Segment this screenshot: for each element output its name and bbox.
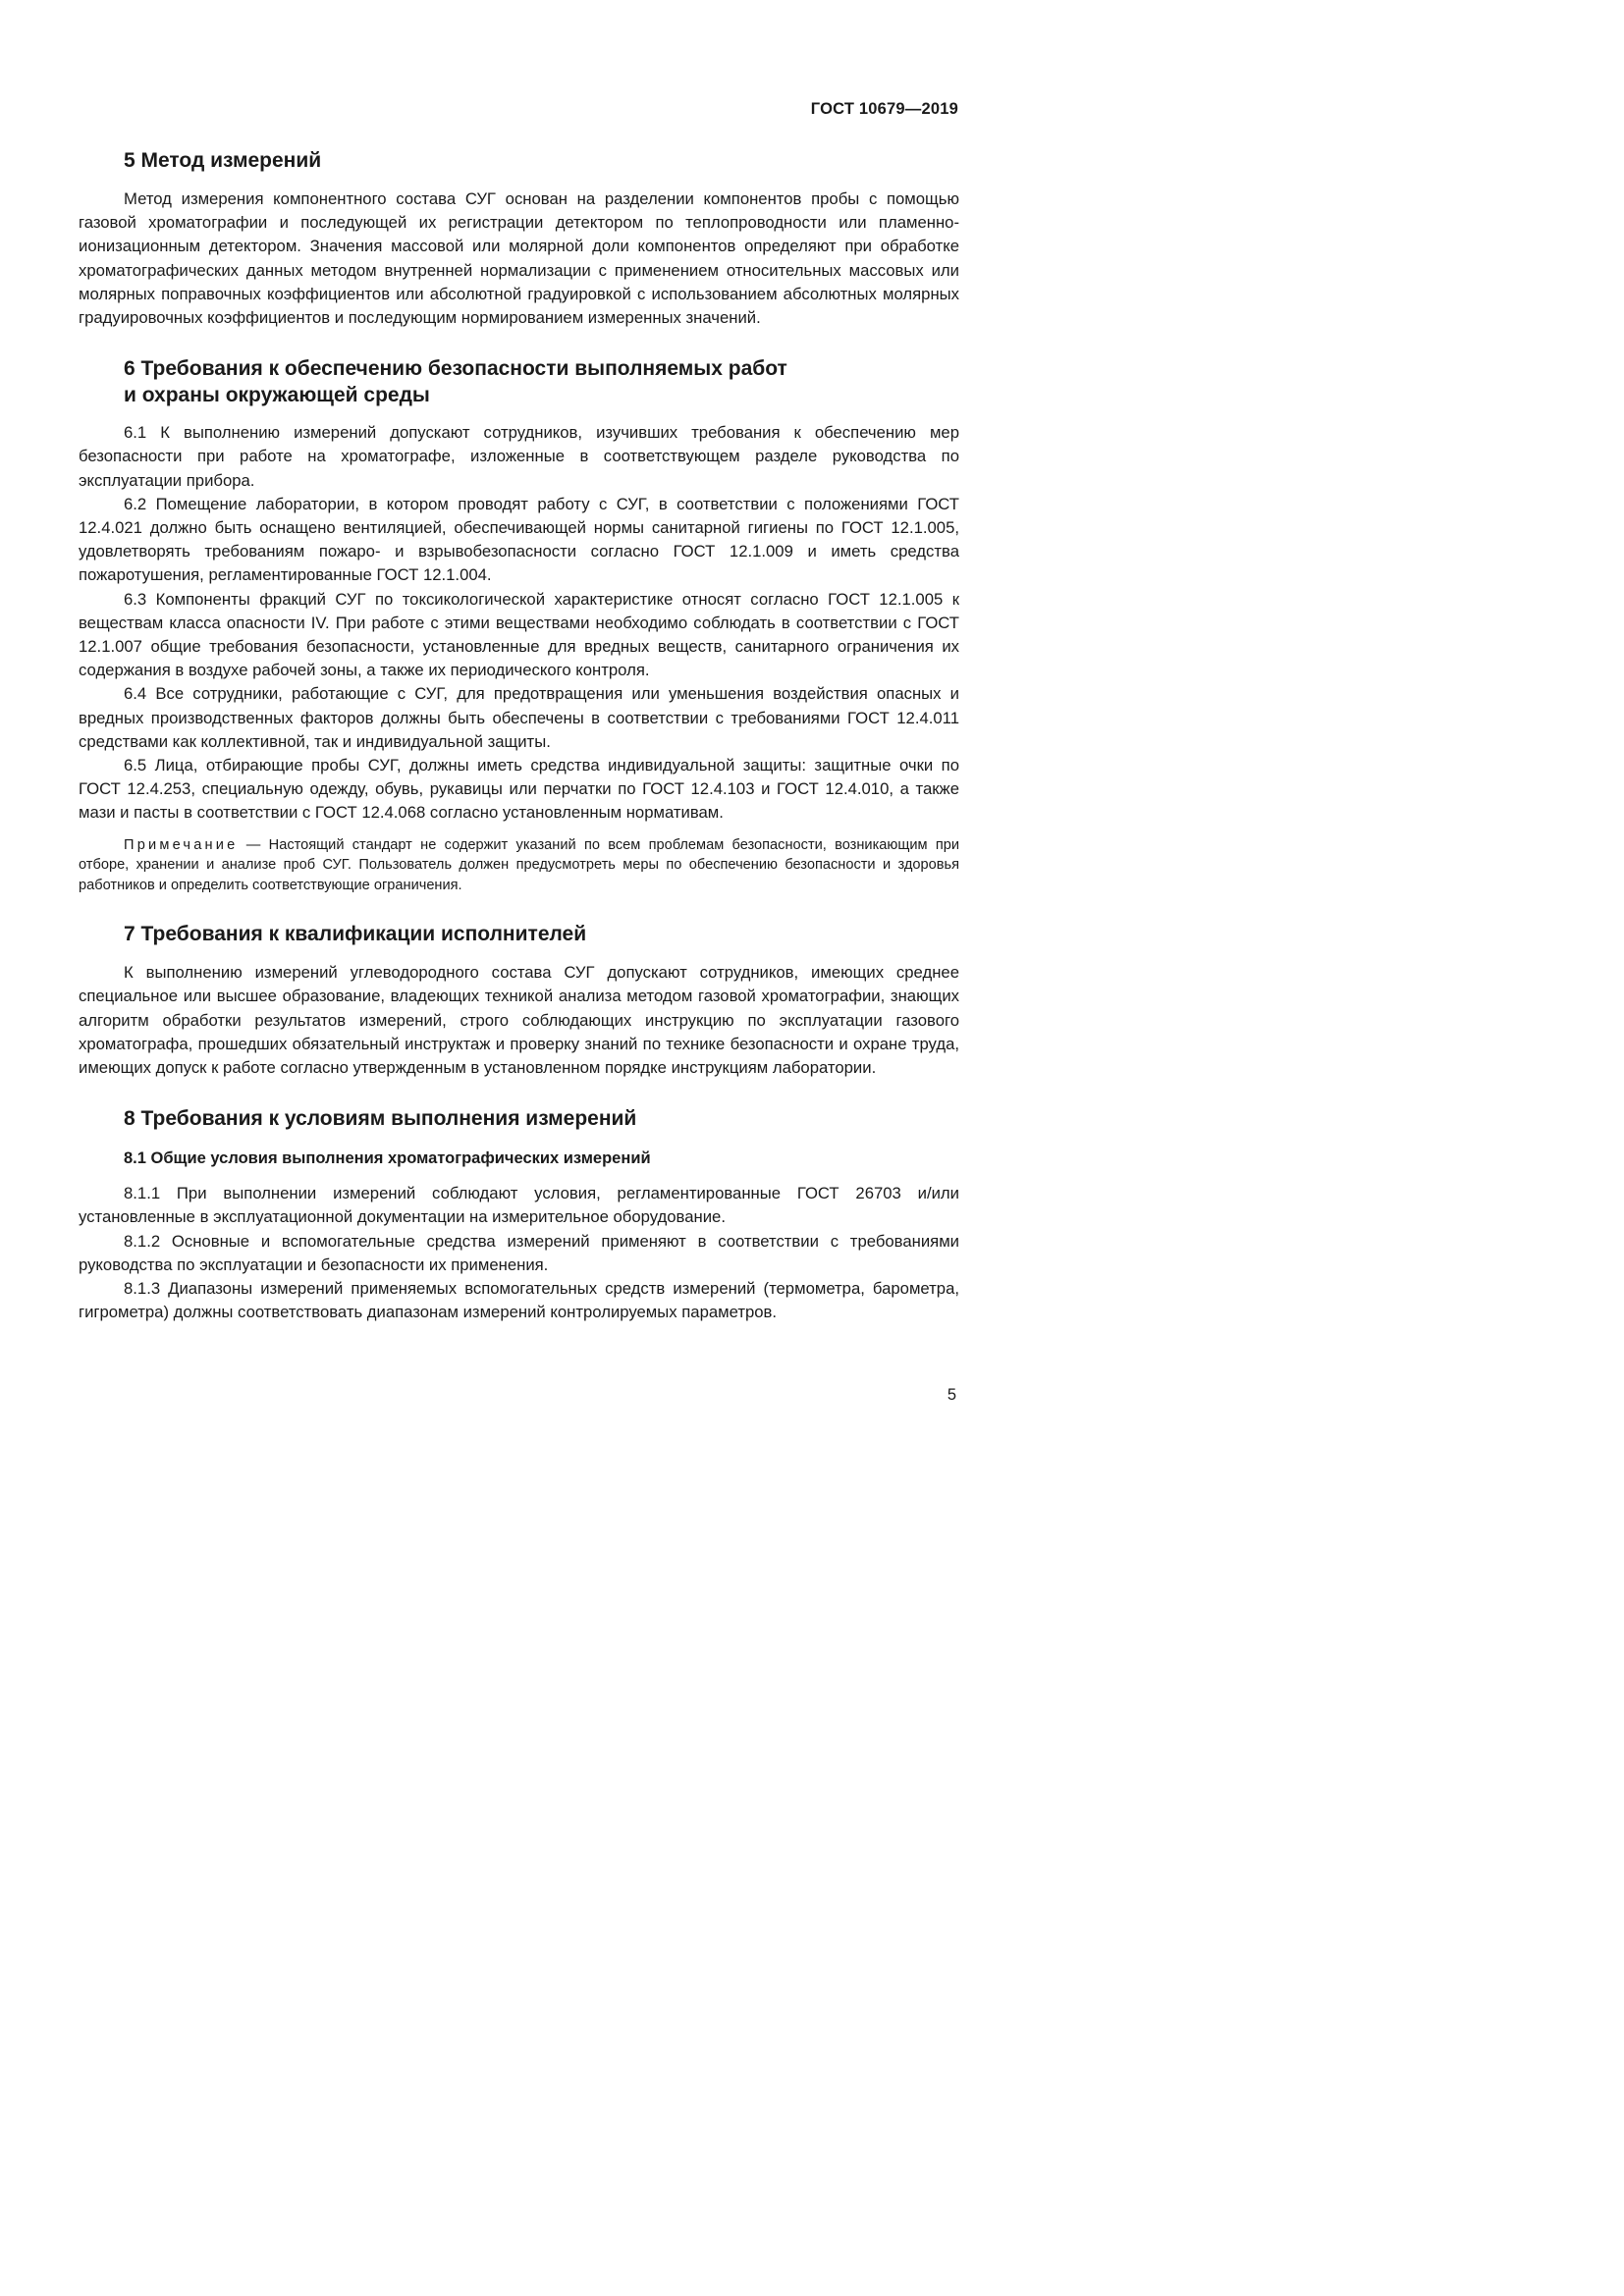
section-8 <box>79 1105 959 1324</box>
clause-8-1-1: 8.1.1 При выполнении измерений соблюдают условия, регламентированные ГОСТ 26703 и/или установленные в эксплуатационной документации на измерительное оборудование. <box>79 1184 959 1227</box>
clause-6-1: 6.1 К выполнению измерений допускают сотрудников, изучивших требования к обеспечению мер безопасности при работе на хроматографе, изложенные в соответствующем разделе руководства по эксплуатации прибора. <box>79 423 959 490</box>
section-5-title: 5 Метод измерений <box>124 149 322 172</box>
page-content <box>79 147 959 1324</box>
page-number: 5 <box>947 1386 956 1404</box>
document-page <box>0 0 1084 1532</box>
clause-6-2: 6.2 Помещение лаборатории, в котором проводят работу с СУГ, в соответствии с положениями ГОСТ 12.4.021 должно быть оснащено вентиляцией, обеспечивающей нормы санитарной гигиены по ГОСТ 12.1.005, удовлетворять требованиям пожаро- и взрывобезопасности согласно ГОСТ 12.1.009 и иметь средства пожаротушения, регламентированные ГОСТ 12.1.004. <box>79 494 959 585</box>
standard-header: ГОСТ 10679—2019 <box>810 100 958 118</box>
section-8-title: 8 Требования к условиям выполнения измерений <box>124 1107 637 1131</box>
section-7-paragraph: К выполнению измерений углеводородного состава СУГ допускают сотрудников, имеющих среднее специальное или высшее образование, владеющих техникой анализа методом газовой хроматографии, знающих алгоритм обработки результатов измерений, строго соблюдающих инструкцию по эксплуатации газового хроматографа, прошедших обязательный инструктаж и проверку знаний по технике безопасности и охране труда, имеющих допуск к работе согласно утвержденным в установленном порядке инструкциям лаборатории. <box>79 963 959 1077</box>
clause-6-3: 6.3 Компоненты фракций СУГ по токсикологической характеристике относят согласно ГОСТ 12.1.005 к веществам класса опасности IV. При работе с этими веществами необходимо соблюдать в соответствии с ГОСТ 12.1.007 общие требования безопасности, установленные для вредных веществ, санитарного ограничения их содержания в воздухе рабочей зоны, а также их периодического контроля. <box>79 589 959 680</box>
section-6-title <box>79 355 959 408</box>
clause-8-1-2: 8.1.2 Основные и вспомогательные средства измерений применяют в соответствии с требованиями руководства по эксплуатации и безопасности их применения. <box>79 1231 959 1274</box>
section-7 <box>79 921 959 1080</box>
clause-8-1-3: 8.1.3 Диапазоны измерений применяемых вспомогательных средств измерений (термометра, барометра, гигрометра) должны соответствовать диапазонам измерений контролируемых параметров. <box>79 1279 959 1322</box>
subsection-8-1-title: 8.1 Общие условия выполнения хроматографических измерений <box>124 1149 651 1168</box>
note-label: Примечание <box>124 836 239 853</box>
section-6-title-line1: 6 Требования к обеспечению безопасности выполняемых работ <box>124 357 787 381</box>
section-5-paragraph: Метод измерения компонентного состава СУГ основан на разделении компонентов пробы с помощью газовой хроматографии и последующей их регистрации детектором по теплопроводности или пламенно-ионизационным детектором. Значения массовой или молярной доли компонентов определяют при обработке хроматографических данных методом внутренней нормализации с применением относительных массовых или молярных поправочных коэффициентов или абсолютной градуировкой с использованием абсолютных молярных градуировочных коэффициентов и последующим нормированием измеренных значений. <box>79 189 959 328</box>
section-5 <box>79 147 959 330</box>
clause-6-5: 6.5 Лица, отбирающие пробы СУГ, должны иметь средства индивидуальной защиты: защитные очки по ГОСТ 12.4.253, специальную одежду, обувь, рукавицы или перчатки по ГОСТ 12.4.103 и ГОСТ 12.4.010, а также мази и пасты в соответствии с ГОСТ 12.4.068 согласно установленным нормативам. <box>79 756 959 823</box>
clause-6-4: 6.4 Все сотрудники, работающие с СУГ, для предотвращения или уменьшения воздействия опасных и вредных производственных факторов должны быть обеспечены в соответствии с требованиями ГОСТ 12.4.011 средствами как коллективной, так и индивидуальной защиты. <box>79 684 959 751</box>
section-6-title-line2: и охраны окружающей среды <box>124 384 430 407</box>
note-text: — Настоящий стандарт не содержит указаний по всем проблемам безопасности, возникающим при отборе, хранении и анализе проб СУГ. Пользователь должен предусмотреть меры по обеспечению безопасности и здоровья работников и определить соответствующие ограничения. <box>79 836 959 893</box>
note <box>79 835 959 896</box>
section-7-title: 7 Требования к квалификации исполнителей <box>124 923 587 946</box>
section-6 <box>79 355 959 895</box>
